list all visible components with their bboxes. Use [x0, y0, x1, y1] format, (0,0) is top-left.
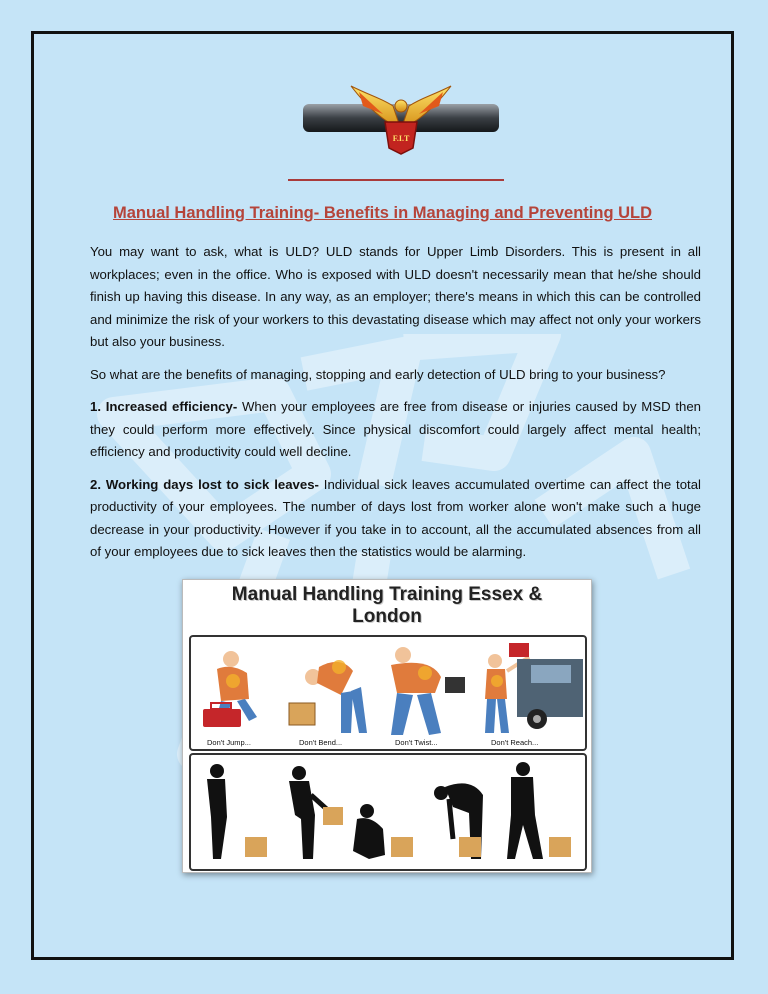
dont-illustrations: [191, 637, 585, 749]
worker-bend-figure: [289, 660, 367, 733]
silhouette-leaning-back: [507, 762, 543, 859]
caption-jump: Don't Jump...: [207, 738, 251, 747]
paragraph-efficiency: [90, 396, 701, 464]
worker-jump-figure: [203, 651, 257, 727]
efficiency-heading: 1. Increased efficiency-: [90, 399, 238, 414]
sick-leaves-text: Individual sick leaves accumulated overtime can affect the total productivity of your employees. The number of days lost from worker alone won't make such a huge decrease in your productivity. However if you take in to account, all the accumulated absences from all of your employees due to sick leaves then the statistics would be alarming.: [90, 476, 701, 559]
sick-leaves-heading: 2. Working days lost to sick leaves-: [90, 476, 319, 492]
fit-logo: [301, 84, 501, 179]
box-1: [245, 837, 267, 857]
box-4: [459, 837, 481, 857]
posture-panel: [189, 753, 587, 871]
worker-twist-figure: [391, 647, 465, 735]
silhouette-standing-back: [207, 764, 227, 859]
paragraph-sick-leaves: [90, 474, 701, 564]
posture-silhouettes: [191, 755, 585, 869]
box-3: [391, 837, 413, 857]
paragraph-question: So what are the benefits of managing, stopping and early detection of ULD bring to your business?: [90, 366, 666, 382]
figure-title-line1: Manual Handling Training Essex &: [231, 584, 543, 605]
manual-handling-figure: [182, 579, 592, 873]
article-body: [90, 241, 701, 574]
caption-reach: Don't Reach...: [491, 738, 539, 747]
worker-reach-figure: [485, 643, 583, 733]
title-divider: [288, 179, 504, 181]
caption-bend: Don't Bend...: [299, 738, 343, 747]
efficiency-text: When your employees are free from disease or injuries caused by MSD then they could perform more effectively. Since physical discomfort could largely affect mental health; efficiency and productivity could well decline.: [90, 399, 701, 459]
figure-title: [183, 584, 591, 628]
silhouette-squatting: [353, 804, 385, 859]
figure-title-line2: London: [352, 606, 422, 627]
paragraph-intro: You may want to ask, what is ULD? ULD stands for Upper Limb Disorders. This is present in all workplaces; even in the office. Who is exposed with ULD doesn't necessarily mean that he/she should finish up having this disease. In any way, as an employer; there's means in which this can be controlled and minimize the risk of your workers to this devastating disease which may affect not only your workers but also your business.: [90, 244, 701, 349]
document-page: [31, 31, 734, 960]
logo-text: F.I.T: [392, 134, 410, 143]
caption-twist: Don't Twist...: [395, 738, 438, 747]
dont-panel: [189, 635, 587, 751]
box-2: [323, 807, 343, 825]
box-5: [549, 837, 571, 857]
page-title: Manual Handling Training- Benefits in Managing and Preventing ULD: [112, 204, 653, 222]
